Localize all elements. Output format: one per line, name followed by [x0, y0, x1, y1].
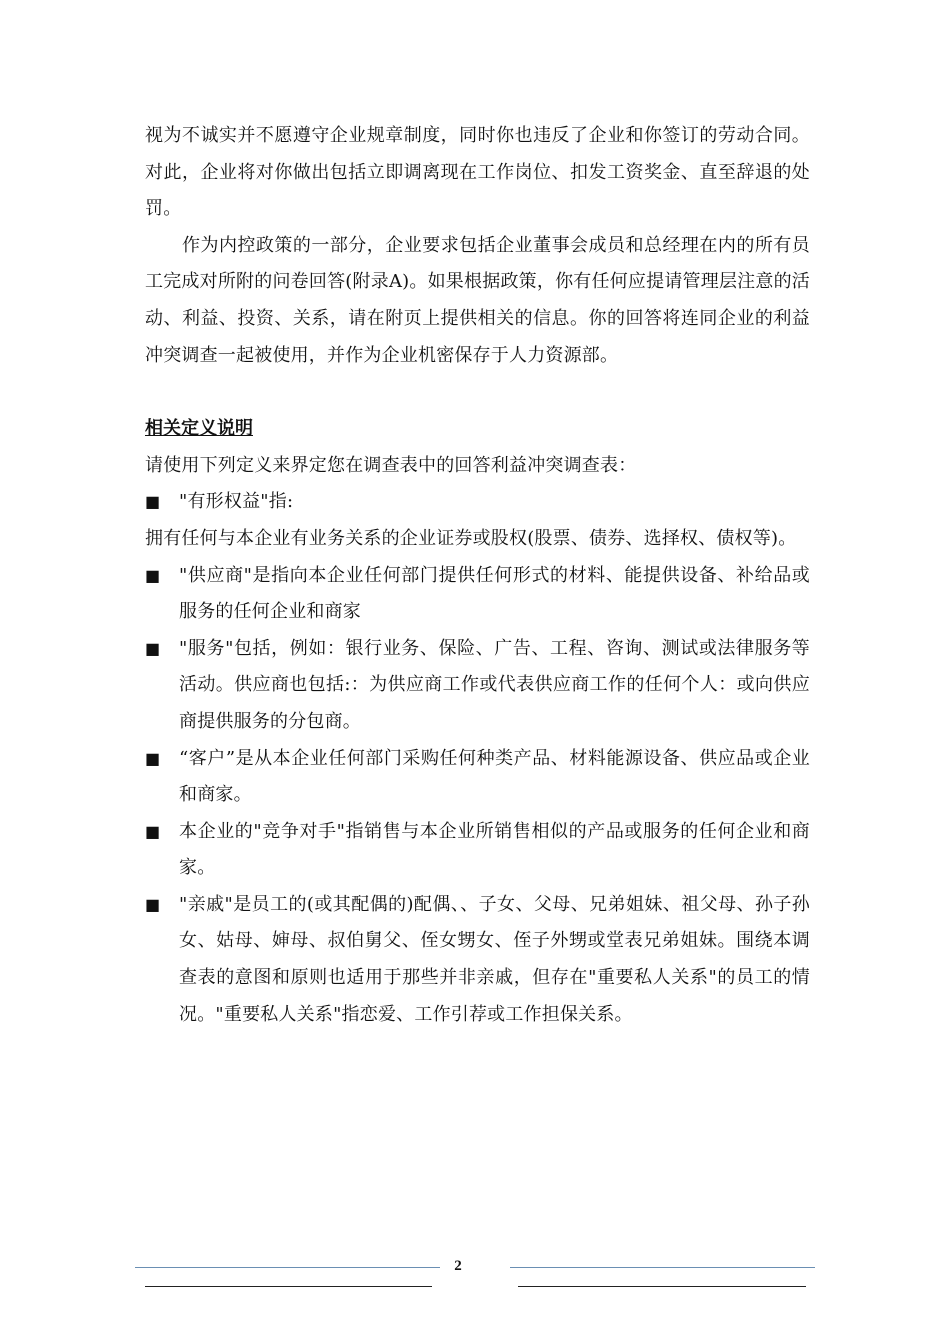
- definition-item-relative: [145, 887, 810, 1033]
- page-footer: [135, 1256, 815, 1290]
- definition-text: “客户”是从本企业任何部门采购任何种类产品、材料能源设备、供应品或企业和商家。: [179, 747, 810, 806]
- definition-item-service: [145, 631, 810, 741]
- definition-text: 本企业的"竞争对手"指销售与本企业所销售相似的产品或服务的任何企业和商家。: [179, 820, 810, 879]
- definition-text-tangible-interest: 拥有任何与本企业有业务关系的企业证券或股权(股票、债券、选择权、债权等)。: [145, 527, 797, 549]
- document-body: [145, 118, 810, 1033]
- section-spacer: [145, 374, 810, 411]
- paragraph-1: 视为不诚实并不愿遵守企业规章制度，同时你也违反了企业和你签订的劳动合同。对此，企业将对你做出包括立即调离现在工作岗位、扣发工资奖金、直至辞退的处罚。: [145, 125, 810, 220]
- bullet-square-icon: ■: [145, 638, 161, 658]
- definitions-intro: 请使用下列定义来界定您在调查表中的回答利益冲突调查表：: [145, 454, 637, 476]
- footer-rule-left-bottom: [145, 1286, 432, 1287]
- definition-item-customer: [145, 741, 810, 814]
- bullet-square-icon: ■: [145, 821, 161, 841]
- footer-rule-right-top: [510, 1267, 815, 1268]
- definition-item-competitor: [145, 814, 810, 887]
- bullet-square-icon: ■: [145, 492, 161, 512]
- section-heading: 相关定义说明: [145, 418, 253, 440]
- paragraph-2: 作为内控政策的一部分，企业要求包括企业董事会成员和总经理在内的所有员工完成对所附的问卷回答(附录A)。如果根据政策，你有任何应提请管理层注意的活动、利益、投资、关系，请在附页上提供相关的信息。你的回答将连同企业的利益冲突调查一起被使用，并作为企业机密保存于人力资源部。: [145, 234, 810, 366]
- definition-item-supplier: [145, 558, 810, 631]
- definition-item-tangible-interest: [145, 484, 810, 521]
- definition-text: "服务"包括，例如：银行业务、保险、广告、工程、咨询、测试或法律服务等活动。供应商也包括:：为供应商工作或代表供应商工作的任何个人：或向供应商提供服务的分包商。: [179, 637, 810, 732]
- bullet-square-icon: ■: [145, 565, 161, 585]
- footer-rule-left-top: [135, 1267, 440, 1268]
- page-number: 2: [454, 1258, 462, 1274]
- bullet-square-icon: ■: [145, 894, 161, 914]
- definition-text: "亲戚"是员工的(或其配偶的)配偶、、子女、父母、兄弟姐妹、祖父母、孙子孙女、姑母、婶母、叔伯舅父、侄女甥女、侄子外甥或堂表兄弟姐妹。围绕本调查表的意图和原则也适用于那些并非亲戚，但存在"重要私人关系"的员工的情况。"重要私人关系"指恋爱、工作引荐或工作担保关系。: [179, 893, 810, 1025]
- definition-label: "有形权益"指:: [179, 491, 294, 513]
- footer-rule-right-bottom: [518, 1286, 806, 1287]
- definition-text: "供应商"是指向本企业任何部门提供任何形式的材料、能提供设备、补给品或服务的任何企业和商家: [179, 564, 810, 623]
- bullet-square-icon: ■: [145, 748, 161, 768]
